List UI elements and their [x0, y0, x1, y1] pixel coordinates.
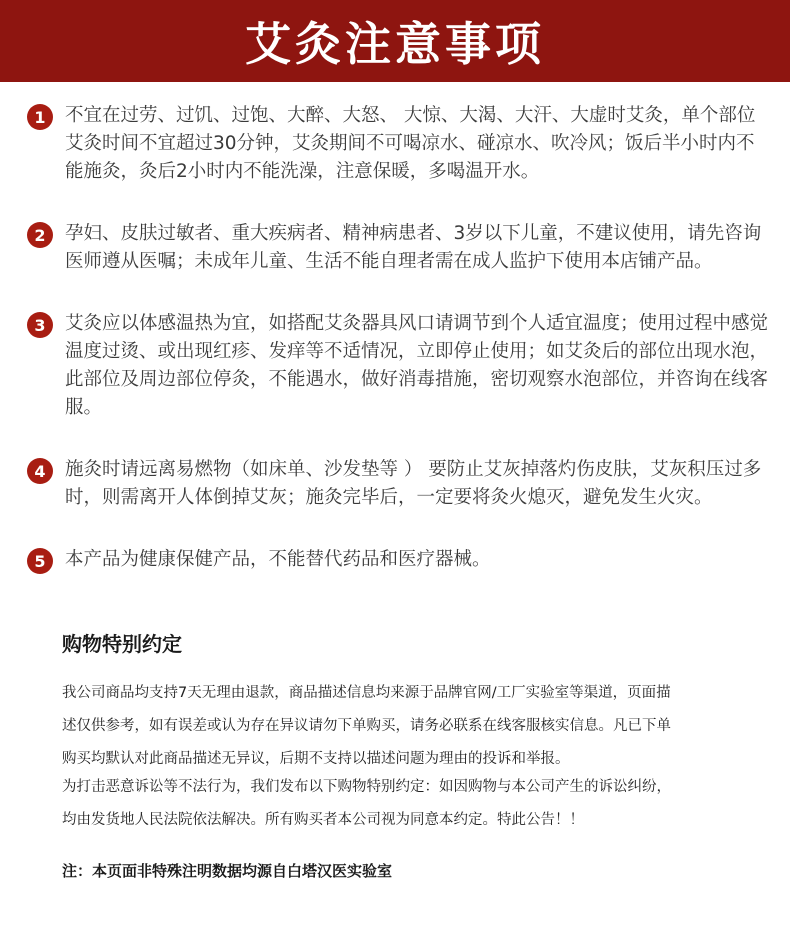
notice-text: 艾灸应以体感温热为宜，如搭配艾灸器具风口请调节到个人适宜温度；使用过程中感觉温度过烫、或出现红疹、发痒等不适情况，立即停止使用；如艾灸后的部位出现水泡，此部位及周边部位停灸，不能遇水，做好消毒措施，密切观察水泡部位，并咨询在线客服。 — [65, 313, 769, 418]
notice-text: 孕妇、皮肤过敏者、重大疾病者、精神病患者、3岁以下儿童，不建议使用，请先咨询医师遵从医嘱；未成年儿童、生活不能自理者需在成人监护下使用本店铺产品。 — [65, 223, 762, 272]
page-header — [0, 0, 790, 82]
agreement-line: 购买均默认对此商品描述无异议，后期不支持以描述问题为理由的投诉和举报。 — [62, 751, 570, 767]
agreement-line: 均由发货地人民法院依法解决。所有购买者本公司视为同意本约定。特此公告！！ — [62, 812, 584, 828]
notice-item — [0, 220, 790, 276]
notice-item — [0, 102, 790, 186]
notice-text: 不宜在过劳、过饥、过饱、大醉、大怒、 大惊、大渴、大汗、大虚时艾灸，单个部位艾灸时间不宜超过30分钟，艾灸期间不可喝凉水、碰凉水、吹冷风；饭后半小时内不能施灸，灸后2小时内不能洗澡，注意保暖，多喝温开水。 — [65, 105, 756, 182]
agreement-title: 购物特别约定 — [62, 632, 182, 656]
notice-item — [0, 546, 790, 574]
notice-text: 施灸时请远离易燃物（如床单、沙发垫等 ） 要防止艾灰掉落灼伤皮肤，艾灰积压过多时，则需离开人体倒掉艾灰；施灸完毕后，一定要将灸火熄灭，避免发生火灾。 — [65, 459, 762, 508]
number-badge: 3 — [27, 312, 53, 338]
notice-text: 本产品为健康保健产品，不能替代药品和医疗器械。 — [65, 549, 491, 570]
agreement-line: 为打击恶意诉讼等不法行为，我们发布以下购物特别约定：如因购物与本公司产生的诉讼纠纷， — [62, 779, 671, 795]
number-badge: 4 — [27, 458, 53, 484]
number-badge: 1 — [27, 104, 53, 130]
number-badge: 5 — [27, 548, 53, 574]
notice-item — [0, 310, 790, 422]
shopping-agreement — [0, 628, 790, 881]
notice-list — [0, 82, 790, 574]
agreement-line: 述仅供参考，如有误差或认为存在异议请勿下单购买，请务必联系在线客服核实信息。凡已下单 — [62, 718, 671, 734]
agreement-line: 我公司商品均支持7天无理由退款，商品描述信息均来源于品牌官网/工厂实验室等渠道，页面描 — [62, 685, 671, 701]
page-title: 艾灸注意事项 — [245, 17, 545, 71]
number-badge: 2 — [27, 222, 53, 248]
data-source-note: 注：本页面非特殊注明数据均源自白塔汉医实验室 — [62, 862, 393, 880]
notice-item — [0, 456, 790, 512]
